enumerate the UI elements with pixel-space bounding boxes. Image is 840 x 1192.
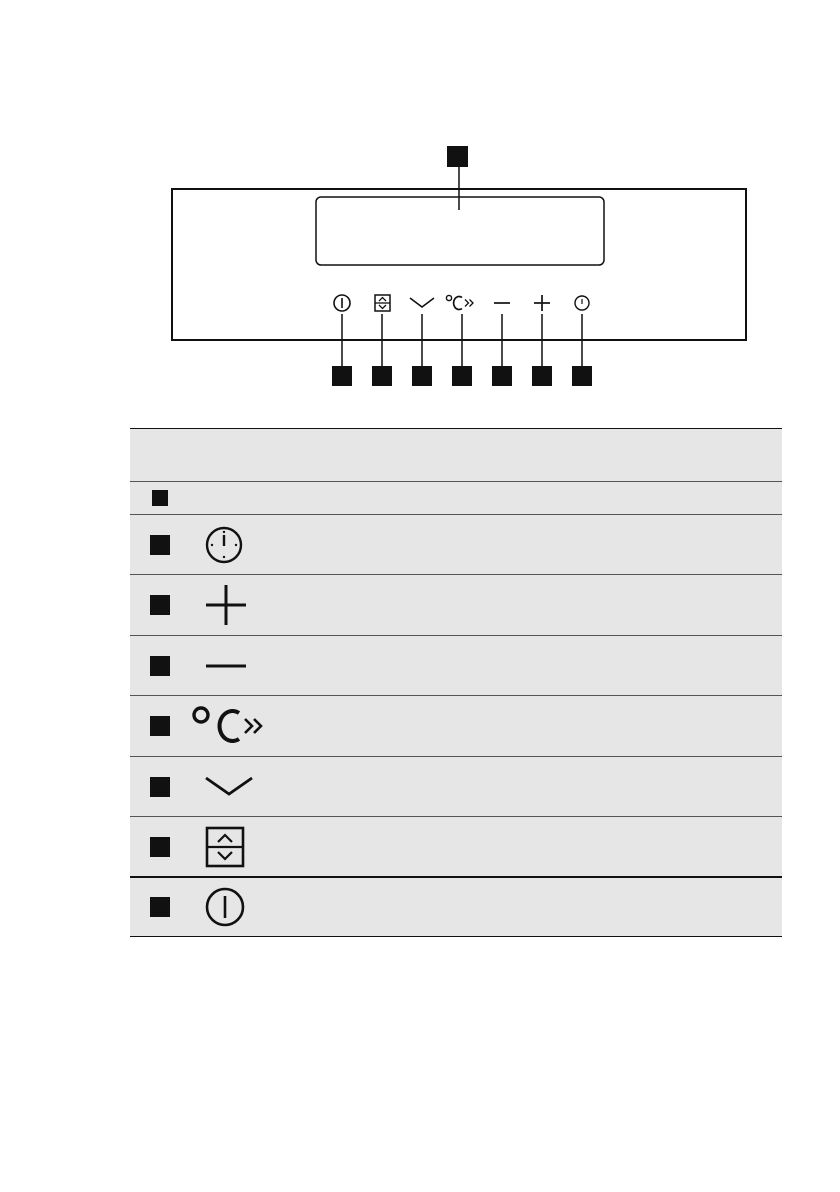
legend-row-chevron [130, 756, 782, 816]
legend-row-minus [130, 635, 782, 695]
chevron-down-icon[interactable] [410, 298, 434, 307]
legend-table [130, 428, 782, 937]
minus-icon [203, 656, 249, 676]
display-window [316, 197, 604, 265]
celsius-boost-icon [190, 703, 272, 749]
row-marker [152, 490, 168, 506]
row-marker [150, 777, 170, 797]
row-marker [150, 535, 170, 555]
timer-icon [203, 524, 245, 566]
row-marker [150, 716, 170, 736]
plus-icon [203, 582, 249, 628]
legend-header-row [130, 429, 782, 481]
plus-icon[interactable] [534, 295, 550, 311]
callout-marker [412, 366, 432, 386]
timer-icon[interactable] [575, 296, 589, 310]
callout-marker [452, 366, 472, 386]
control-panel-diagram [0, 0, 840, 400]
row-marker [150, 837, 170, 857]
callout-marker [372, 366, 392, 386]
callout-marker [572, 366, 592, 386]
row-marker [150, 656, 170, 676]
callout-marker [532, 366, 552, 386]
legend-row-power [130, 876, 782, 936]
legend-row-plus [130, 574, 782, 635]
legend-row-up-down [130, 816, 782, 876]
up-down-arrows-icon[interactable] [375, 295, 390, 311]
row-marker [150, 595, 170, 615]
callout-marker [492, 366, 512, 386]
legend-row-timer [130, 514, 782, 574]
up-down-arrows-icon [203, 825, 247, 869]
row-marker [150, 897, 170, 917]
celsius-boost-icon[interactable] [446, 295, 473, 309]
legend-row-display [130, 481, 782, 514]
control-panel-svg [0, 0, 840, 400]
power-icon [203, 885, 247, 929]
display-marker [447, 146, 468, 167]
legend-row-celsius [130, 695, 782, 756]
chevron-down-icon [203, 772, 255, 802]
power-icon[interactable] [334, 295, 350, 311]
callout-marker [332, 366, 352, 386]
callout-markers [332, 366, 592, 386]
